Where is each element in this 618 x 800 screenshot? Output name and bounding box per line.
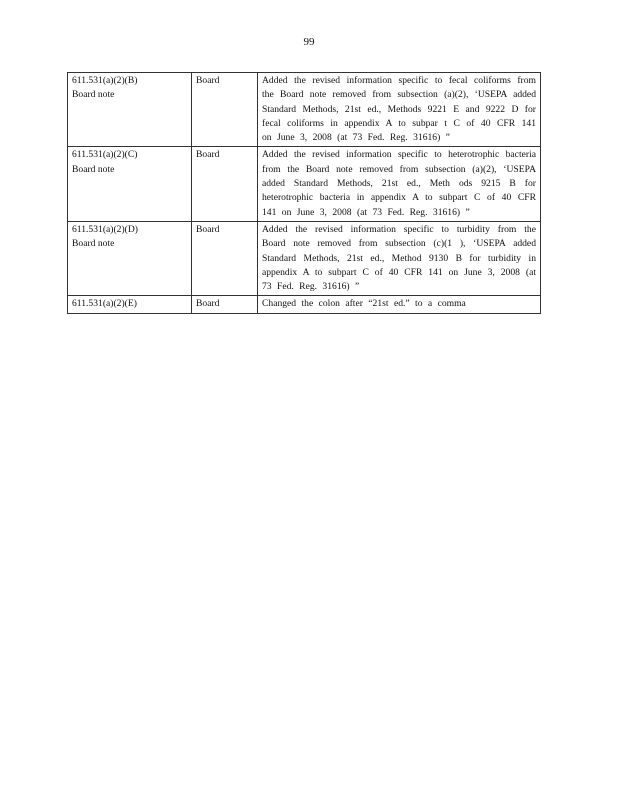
source-cell: Board [192,296,258,313]
section-note: Board note [72,89,115,101]
section-note: Board note [72,238,115,250]
table-row [68,73,541,147]
table-row [68,147,541,221]
section-cell [68,73,192,147]
source-cell: Board [192,73,258,147]
section-id: 611.531(a)(2)(C) [72,149,138,161]
table-row [68,221,541,295]
section-cell [68,221,192,295]
changes-table [67,72,541,314]
section-id: 611.531(a)(2)(D) [72,223,138,235]
description-cell: Added the revised information specific to fecal coliforms from the Board note removed from subsection (a)(2), ‘USEPA added Standard Methods, 21st ed., Methods 9221 E and 9222 D for fecal coliforms in appendix A to subpar t C of 40 CFR 141 on June 3, 2008 (at 73 Fed. Reg. 31616) ” [258,73,541,147]
section-cell [68,296,192,313]
page-number: 99 [303,36,315,48]
table-row [68,296,541,313]
source-cell: Board [192,221,258,295]
section-id: 611.531(a)(2)(E) [72,298,137,310]
section-cell [68,147,192,221]
section-id: 611.531(a)(2)(B) [72,75,138,86]
description-cell: Added the revised information specific to heterotrophic bacteria from the Board note removed from subsection (a)(2), ‘USEPA added Standard Methods, 21st ed., Meth ods 9215 B for heterotrophic bacteria in appendix A to subpart C of 40 CFR 141 on June 3, 2008 (at 73 Fed. Reg. 31616) ” [258,147,541,221]
source-cell: Board [192,147,258,221]
section-note: Board note [72,163,115,175]
description-cell: Added the revised information specific to turbidity from the Board note removed from subsection (c)(1 ), ‘USEPA added Standard Methods, 21st ed., Method 9130 B for turbidity in appendix A to subpart C of 40 CFR 141 on June 3, 2008 (at 73 Fed. Reg. 31616) ” [258,221,541,295]
description-cell: Changed the colon after “21st ed.” to a comma [258,296,541,313]
